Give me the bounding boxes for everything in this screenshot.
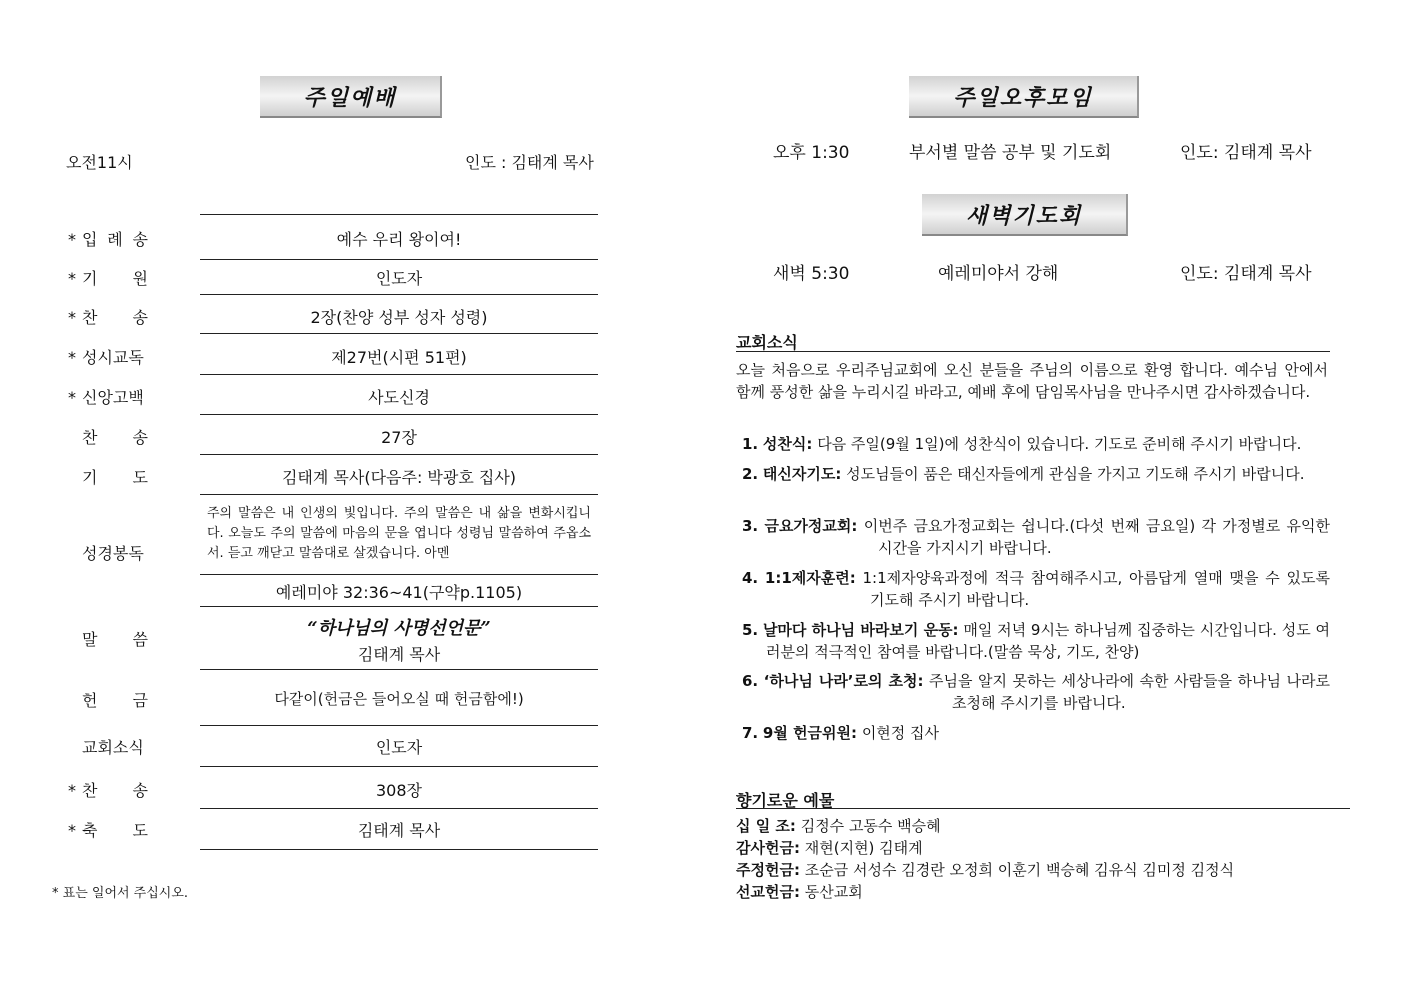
table-line bbox=[200, 494, 598, 495]
offering-row-names: 동산교회 bbox=[804, 883, 863, 901]
afternoon-title bbox=[909, 76, 1139, 118]
news-item-title: 1:1제자훈련: bbox=[764, 569, 856, 587]
program-row-label: 기 도 bbox=[82, 468, 148, 487]
blessing-value: 김태계 목사 bbox=[357, 821, 441, 840]
news-item-number: 2. bbox=[742, 465, 759, 483]
scripture-prayer: 주의 말씀은 내 인생의 빛입니다. 주의 말씀은 내 삶을 변화시킵니다. 오늘도 주의 말씀에 마음의 문을 엽니다 성령님 말씀하여 주옵소서. 듣고 깨닫고 말씀대로 살겠습니다. 아멘 bbox=[207, 506, 591, 561]
scripture-reference: 예레미야 32:36~41(구약p.1105) bbox=[275, 583, 523, 602]
table-line bbox=[200, 294, 598, 295]
news-item-title: 9월 헌금위원: bbox=[762, 724, 858, 742]
news-item-title: ‘하나님 나라’로의 초청: bbox=[763, 672, 924, 690]
dawn-time: 새벽 5:30 bbox=[773, 264, 850, 284]
offering-row-names: 조순금 서성수 김경란 오정희 이훈기 백승혜 김유식 김미정 김정식 bbox=[804, 861, 1235, 879]
dawn-title-text: 새벽기도회 bbox=[965, 203, 1083, 229]
program-row-value: 제27번(시편 51편) bbox=[331, 348, 467, 367]
program-row-label: * 신앙고백 bbox=[68, 388, 144, 407]
offering-row bbox=[736, 837, 923, 858]
table-line bbox=[200, 454, 598, 455]
news-divider bbox=[736, 351, 1330, 352]
table-line bbox=[200, 214, 598, 215]
offering-label: 헌 금 bbox=[82, 691, 148, 710]
news-item-text: 성도님들이 품은 태신자들에게 관심을 가지고 기도해 주시기 바랍니다. bbox=[846, 465, 1305, 483]
news-item-text: 주님을 알지 못하는 세상나라에 속한 사람들을 하나님 나라로 초청해 주시기를 바랍니다. bbox=[928, 672, 1330, 712]
offering-row-label: 선교헌금: bbox=[736, 883, 800, 901]
news-item-text: 1:1제자양육과정에 적극 참여해주시고, 아름답게 열매 맺을 수 있도록 기도해 주시기 바랍니다. bbox=[862, 569, 1330, 609]
program-row-value: 사도신경 bbox=[368, 388, 430, 407]
program-row-label: * 입 례 송 bbox=[68, 230, 148, 249]
news-intro: 오늘 처음으로 우리주님교회에 오신 분들을 주님의 이름으로 환영 합니다. 예수님 안에서 함께 풍성한 삶을 누리시길 바라고, 예배 후에 담임목사님을 만나주시면 감사하겠습니다. bbox=[736, 361, 1328, 401]
sermon-speaker: 김태계 목사 bbox=[357, 645, 441, 664]
news-item bbox=[742, 619, 1330, 663]
dawn-title bbox=[922, 194, 1128, 236]
afternoon-time: 오후 1:30 bbox=[773, 143, 850, 163]
dawn-leader: 인도: 김태계 목사 bbox=[1180, 264, 1312, 284]
table-line bbox=[200, 259, 598, 260]
program-row-label: 찬 송 bbox=[82, 428, 148, 447]
offering-row-label: 십 일 조: bbox=[736, 817, 796, 835]
news-item-title: 성찬식: bbox=[762, 435, 813, 453]
offering-value: 다같이(헌금은 들어오실 때 헌금함에!) bbox=[274, 690, 524, 708]
offering-row-label: 감사헌금: bbox=[736, 839, 800, 857]
sermon-title: “하나님의 사명선언문” bbox=[307, 618, 491, 639]
news-item bbox=[742, 567, 1330, 611]
news-heading: 교회소식 bbox=[736, 333, 798, 352]
news-item-text: 다음 주일(9월 1일)에 성찬식이 있습니다. 기도로 준비해 주시기 바랍니다. bbox=[817, 435, 1302, 453]
table-line bbox=[200, 333, 598, 334]
scripture-label: 성경봉독 bbox=[82, 544, 144, 563]
news-row-value: 인도자 bbox=[375, 738, 423, 757]
news-row-label: 교회소식 bbox=[82, 738, 144, 757]
offerings-divider bbox=[736, 808, 1350, 809]
afternoon-title-text: 주일오후모임 bbox=[953, 85, 1093, 111]
program-row-value: 예수 우리 왕이여! bbox=[336, 230, 462, 249]
news-item-number: 5. bbox=[742, 621, 759, 639]
offering-row-label: 주정헌금: bbox=[736, 861, 800, 879]
table-line bbox=[200, 606, 598, 607]
news-item bbox=[742, 722, 1330, 744]
hymn2-label: * 찬 송 bbox=[68, 781, 148, 800]
afternoon-desc: 부서별 말씀 공부 및 기도회 bbox=[909, 143, 1112, 163]
news-item bbox=[742, 463, 1330, 485]
news-item-number: 7. bbox=[742, 724, 759, 742]
news-item-number: 6. bbox=[742, 672, 759, 690]
offering-row bbox=[736, 859, 1234, 880]
table-line bbox=[200, 669, 598, 670]
news-item bbox=[742, 433, 1330, 455]
table-line bbox=[200, 849, 598, 850]
worship-title-text: 주일예배 bbox=[303, 85, 397, 111]
afternoon-leader: 인도: 김태계 목사 bbox=[1180, 143, 1312, 163]
table-line bbox=[200, 725, 598, 726]
program-row-value: 김태계 목사(다음주: 박광호 집사) bbox=[281, 468, 517, 487]
sermon-label: 말 씀 bbox=[82, 630, 148, 649]
program-row-value: 인도자 bbox=[375, 269, 423, 288]
standing-footnote: * 표는 일어서 주십시오. bbox=[52, 886, 189, 901]
dawn-desc: 예레미야서 강해 bbox=[938, 264, 1059, 284]
news-item-number: 4. bbox=[742, 569, 759, 587]
news-item bbox=[742, 670, 1330, 714]
news-item-title: 금요가정교회: bbox=[764, 517, 858, 535]
worship-title bbox=[260, 76, 442, 118]
news-item-number: 1. bbox=[742, 435, 759, 453]
news-item-text: 이현정 집사 bbox=[861, 724, 940, 742]
table-line bbox=[200, 414, 598, 415]
worship-time: 오전11시 bbox=[66, 153, 133, 172]
offering-row-names: 김정수 고동수 백승혜 bbox=[800, 817, 941, 835]
program-row-value: 27장 bbox=[381, 428, 417, 447]
offering-row bbox=[736, 815, 941, 836]
table-line bbox=[200, 574, 598, 575]
program-row-value: 2장(찬양 성부 성자 성령) bbox=[310, 308, 488, 327]
blessing-label: * 축 도 bbox=[68, 821, 148, 840]
news-item bbox=[742, 515, 1330, 559]
offerings-heading: 향기로운 예물 bbox=[736, 791, 835, 810]
program-row-label: * 기 원 bbox=[68, 269, 148, 288]
news-item-title: 태신자기도: bbox=[762, 465, 842, 483]
news-item-number: 3. bbox=[742, 517, 759, 535]
news-item-text: 매일 저녁 9시는 하나님께 집중하는 시간입니다. 성도 여러분의 적극적인 참여를 바랍니다.(말씀 묵상, 기도, 찬양) bbox=[766, 621, 1330, 661]
news-item-text: 이번주 금요가정교회는 쉽니다.(다섯 번째 금요일) 각 가정별로 유익한 시간을 가지시기 바랍니다. bbox=[863, 517, 1330, 557]
program-row-label: * 찬 송 bbox=[68, 308, 148, 327]
table-line bbox=[200, 374, 598, 375]
table-line bbox=[200, 808, 598, 809]
offering-row-names: 재현(지현) 김태계 bbox=[804, 839, 923, 857]
hymn2-value: 308장 bbox=[376, 781, 422, 800]
offering-row bbox=[736, 881, 863, 902]
news-item-title: 날마다 하나님 바라보기 운동: bbox=[762, 621, 959, 639]
table-line bbox=[200, 766, 598, 767]
worship-leader: 인도 : 김태계 목사 bbox=[465, 153, 594, 172]
program-row-label: * 성시교독 bbox=[68, 348, 144, 367]
